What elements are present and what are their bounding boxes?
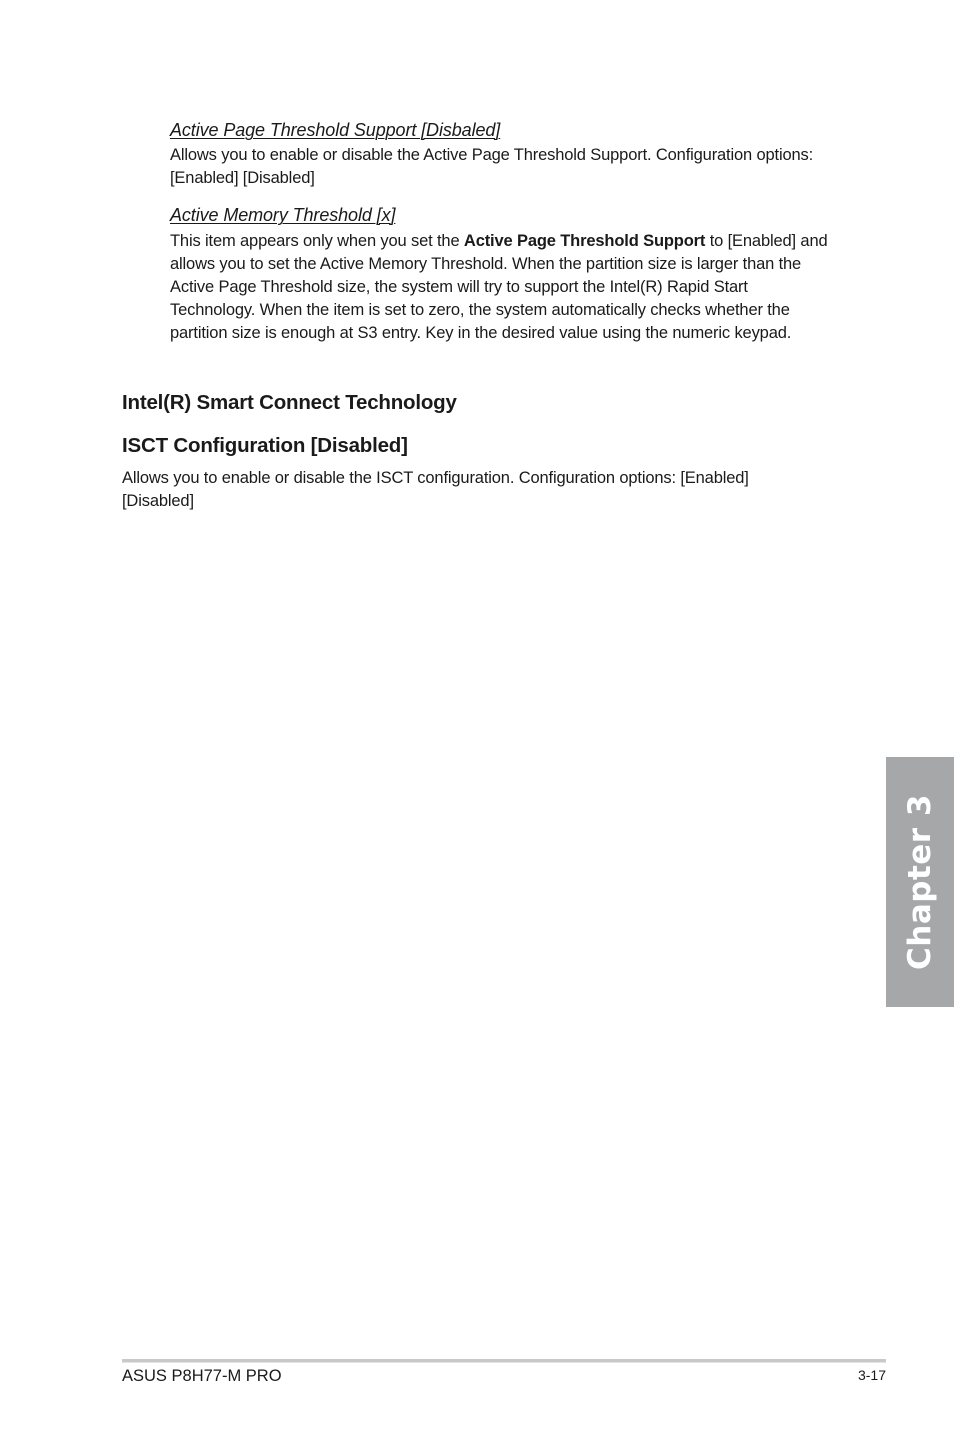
description-text: to [Enabled] and allows you to set the Active Memory Threshold. When the partition size is larger than the Active Page Threshold size, the system will try to support the Intel(R) Rapid Start Technology. When the item is set to zero, the system automatically checks whether the partition size is enough at S3 entry. Key in the desired value using the numeric keypad. — [170, 232, 828, 342]
description-bold-term: Active Page Threshold Support — [463, 232, 706, 250]
isct-configuration-description: Allows you to enable or disable the ISCT configuration. Configuration options: [Enabled] [Disabled] — [122, 469, 749, 510]
footer-divider — [122, 1359, 886, 1363]
isct-configuration-heading: ISCT Configuration [Disabled] — [122, 434, 408, 457]
chapter-tab-label: Chapter 3 — [902, 794, 938, 970]
active-page-threshold-title: Active Page Threshold Support [Disbaled] — [170, 120, 501, 140]
footer-product-name: ASUS P8H77-M PRO — [122, 1367, 282, 1385]
description-text: This item appears only when you set the — [170, 232, 464, 250]
footer-page-number: 3-17 — [857, 1367, 886, 1383]
active-memory-threshold-title: Active Memory Threshold [x] — [170, 205, 396, 225]
active-page-threshold-description: Allows you to enable or disable the Active Page Threshold Support. Configuration options: [Enabled] [Disabled] — [170, 146, 814, 187]
chapter-tab — [886, 757, 954, 1007]
active-memory-threshold-description — [170, 230, 832, 345]
section-heading: Intel(R) Smart Connect Technology — [122, 391, 457, 414]
